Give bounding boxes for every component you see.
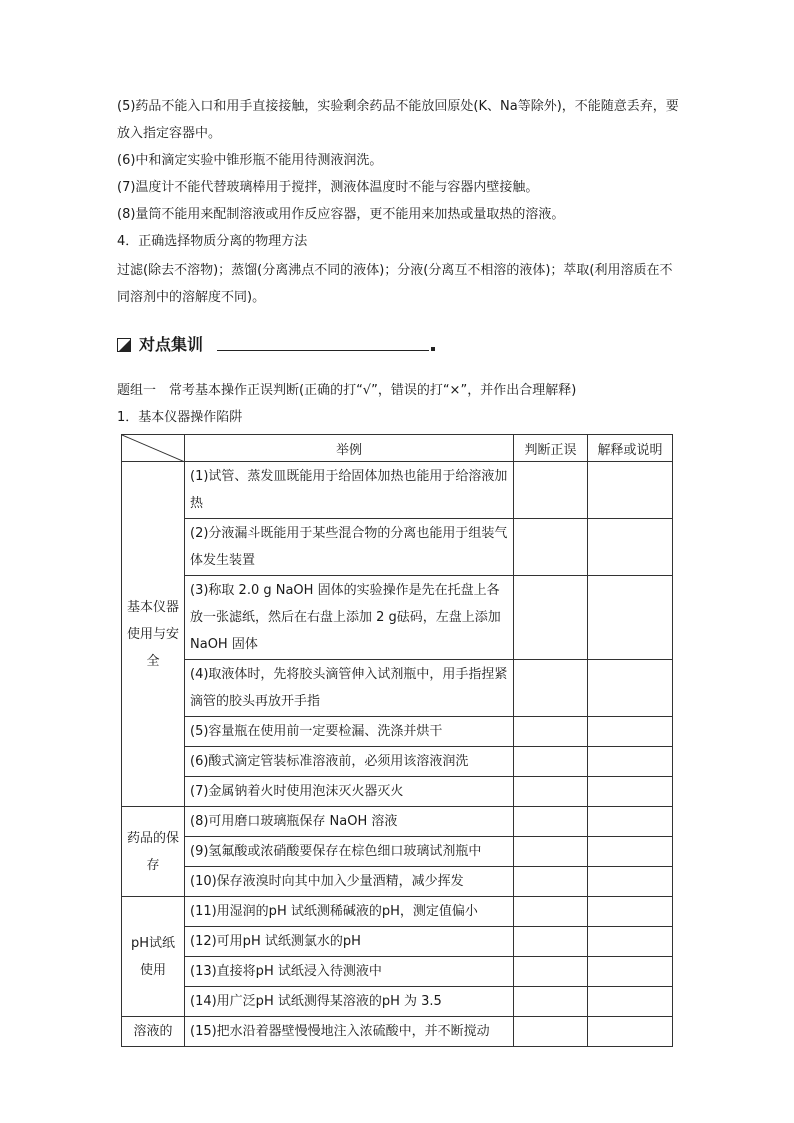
question-group-label: 题组一 常考基本操作正误判断(正确的打“√”，错误的打“×”，并作出合理解释) (117, 383, 577, 398)
example-cell: (10)保存液溴时向其中加入少量酒精，减少挥发 (185, 867, 514, 897)
example-cell: (13)直接将pH 试纸浸入待测液中 (185, 957, 514, 987)
table-row (122, 747, 673, 777)
explain-cell[interactable] (588, 987, 673, 1017)
example-cell: (3)称取 2.0 g NaOH 固体的实验操作是先在托盘上各放一张滤纸，然后在右盘上添加 2 g砝码，左盘上添加 NaOH 固体 (185, 576, 514, 660)
explain-cell[interactable] (588, 519, 673, 576)
table-row (122, 867, 673, 897)
section-marker-icon (117, 338, 131, 352)
table-row (122, 987, 673, 1017)
explain-cell[interactable] (588, 1017, 673, 1047)
judge-cell[interactable] (514, 777, 588, 807)
table-row (122, 777, 673, 807)
section-rule-dot (431, 347, 435, 351)
section-rule (217, 350, 429, 351)
example-cell: (1)试管、蒸发皿既能用于给固体加热也能用于给溶液加热 (185, 462, 514, 519)
category-cell: 基本仪器使用与安全 (122, 462, 185, 807)
example-cell: (12)可用pH 试纸测氯水的pH (185, 927, 514, 957)
table-row (122, 660, 673, 717)
explain-cell[interactable] (588, 660, 673, 717)
paragraph-item-6: (6)中和滴定实验中锥形瓶不能用待测液润洗。 (117, 153, 383, 168)
explain-cell[interactable] (588, 807, 673, 837)
table-row (122, 1017, 673, 1047)
example-cell: (9)氢氟酸或浓硝酸要保存在棕色细口玻璃试剂瓶中 (185, 837, 514, 867)
operation-judgment-table (121, 434, 673, 1047)
diagonal-line (122, 435, 185, 462)
category-cell: 药品的保存 (122, 807, 185, 897)
header-judge: 判断正误 (514, 435, 588, 462)
judge-cell[interactable] (514, 867, 588, 897)
judge-cell[interactable] (514, 837, 588, 867)
table-row (122, 519, 673, 576)
table-row (122, 462, 673, 519)
paragraph-item-8: (8)量筒不能用来配制溶液或用作反应容器，更不能用来加热或量取热的溶液。 (117, 207, 565, 222)
table-row (122, 576, 673, 660)
table-row (122, 927, 673, 957)
example-cell: (14)用广泛pH 试纸测得某溶液的pH 为 3.5 (185, 987, 514, 1017)
item-4-heading: 4．正确选择物质分离的物理方法 (117, 234, 308, 249)
table-row (122, 717, 673, 747)
diagonal-header-cell (122, 435, 185, 462)
table-row (122, 897, 673, 927)
example-cell: (11)用湿润的pH 试纸测稀碱液的pH，测定值偏小 (185, 897, 514, 927)
table-row (122, 807, 673, 837)
item-4-body: 过滤(除去不溶物)；蒸馏(分离沸点不同的液体)；分液(分离互不相溶的液体)；萃取(利用溶质在不同溶剂中的溶解度不同)。 (117, 263, 673, 305)
table-header-row (122, 435, 673, 462)
example-cell: (5)容量瓶在使用前一定要检漏、洗涤并烘干 (185, 717, 514, 747)
judge-cell[interactable] (514, 897, 588, 927)
example-cell: (8)可用磨口玻璃瓶保存 NaOH 溶液 (185, 807, 514, 837)
judge-cell[interactable] (514, 660, 588, 717)
explain-cell[interactable] (588, 462, 673, 519)
judge-cell[interactable] (514, 717, 588, 747)
judge-cell[interactable] (514, 519, 588, 576)
explain-cell[interactable] (588, 957, 673, 987)
explain-cell[interactable] (588, 777, 673, 807)
judge-cell[interactable] (514, 927, 588, 957)
example-cell: (4)取液体时，先将胶头滴管伸入试剂瓶中，用手指捏紧滴管的胶头再放开手指 (185, 660, 514, 717)
example-cell: (6)酸式滴定管装标准溶液前，必须用该溶液润洗 (185, 747, 514, 777)
category-cell: pH试纸使用 (122, 897, 185, 1017)
explain-cell[interactable] (588, 837, 673, 867)
explain-cell[interactable] (588, 717, 673, 747)
explain-cell[interactable] (588, 927, 673, 957)
judge-cell[interactable] (514, 807, 588, 837)
table-row (122, 957, 673, 987)
judge-cell[interactable] (514, 747, 588, 777)
section-title: 对点集训 (139, 335, 204, 354)
example-cell: (15)把水沿着器壁慢慢地注入浓硫酸中，并不断搅动 (185, 1017, 514, 1047)
explain-cell[interactable] (588, 576, 673, 660)
judge-cell[interactable] (514, 987, 588, 1017)
judge-cell[interactable] (514, 1017, 588, 1047)
paragraph-item-7: (7)温度计不能代替玻璃棒用于搅拌，测液体温度时不能与容器内壁接触。 (117, 180, 539, 195)
explain-cell[interactable] (588, 897, 673, 927)
judge-cell[interactable] (514, 462, 588, 519)
judge-cell[interactable] (514, 957, 588, 987)
judge-cell[interactable] (514, 576, 588, 660)
section-heading (117, 333, 447, 359)
header-explain: 解释或说明 (588, 435, 673, 462)
explain-cell[interactable] (588, 867, 673, 897)
header-example: 举例 (185, 435, 514, 462)
explain-cell[interactable] (588, 747, 673, 777)
paragraph-item-5: (5)药品不能入口和用手直接接触，实验剩余药品不能放回原处(K、Na等除外)，不能随意丢弃，要放入指定容器中。 (117, 99, 679, 141)
example-cell: (7)金属钠着火时使用泡沫灭火器灭火 (185, 777, 514, 807)
table-row (122, 837, 673, 867)
category-cell: 溶液的 (122, 1017, 185, 1047)
example-cell: (2)分液漏斗既能用于某些混合物的分离也能用于组装气体发生装置 (185, 519, 514, 576)
subsection-title: 1．基本仪器操作陷阱 (117, 410, 243, 425)
